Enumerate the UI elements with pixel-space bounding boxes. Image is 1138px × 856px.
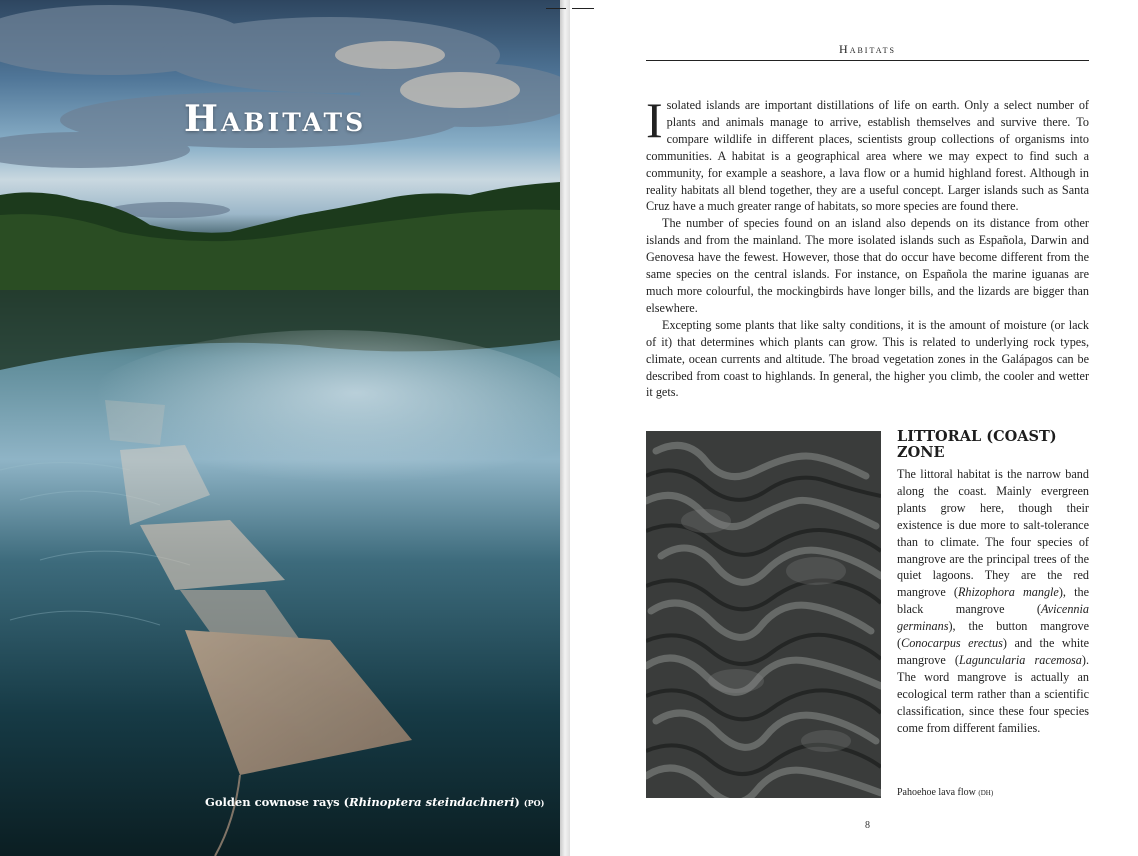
section-text-run: ) and the white mangrove ( xyxy=(897,636,1090,667)
section-text-run: ), the black mangrove ( xyxy=(897,585,1089,617)
crop-mark xyxy=(546,8,566,9)
page-number: 8 xyxy=(865,820,870,831)
section-text-run: The littoral habitat is the narrow band along the coast. Mainly evergreen plants grow here, though their existence is due more to salt-tolerance than to climate. The four species of mangrove are the principal trees of the quiet lagoons. They are the red mangrove ( xyxy=(897,467,1089,600)
body-text xyxy=(646,92,1089,401)
lava-photo xyxy=(646,431,881,798)
caption-species: Rhinoptera steindachneri xyxy=(349,795,515,809)
caption-text: Golden cownose rays ( xyxy=(205,795,350,809)
species-white-mangrove: Laguncularia racemosa xyxy=(958,652,1082,667)
paragraph-text: solated islands are important distillations of life on earth. Only a select number of plants and animals manage to arrive, establish themselves and survive there. To compare wildlife in different places, scientists group collections of organisms into communities. A habitat is a geographical area where we may expect to find such a community, for example a seashore, a lava flow or a humid highland forest. Although in reality habitats all blend together, they are a useful concept. Larger islands such as Santa Cruz have a much greater range of habitats, so more species are found there. xyxy=(646,98,1089,214)
running-header: Habitats xyxy=(839,42,896,56)
book-gutter xyxy=(560,0,570,856)
lava-caption-text: Pahoehoe lava flow xyxy=(897,787,979,798)
chapter-title: Habitats xyxy=(184,98,367,140)
right-page xyxy=(570,0,1138,856)
section-text-run: ). The word mangrove is actually an ecological term rather than a scientific classification, since these four species come from different families. xyxy=(897,652,1089,735)
left-page-photo xyxy=(0,0,560,856)
species-button-mangrove: Conocarpus erectus xyxy=(901,636,1003,651)
lava-photo-credit: (DH) xyxy=(978,789,994,797)
photo-credit: (PO) xyxy=(523,798,545,808)
photo-caption xyxy=(205,795,544,809)
section-text-run: ), the button mangrove ( xyxy=(897,619,1089,651)
lava-photo-caption xyxy=(897,787,993,798)
section-text xyxy=(897,466,1089,737)
drop-cap: I xyxy=(646,92,663,148)
pahoehoe-lava-image xyxy=(646,431,881,798)
species-black-mangrove: Avicennia germinans xyxy=(897,602,1089,634)
species-red-mangrove: Rhizophora mangle xyxy=(957,585,1059,600)
caption-text-end: ) xyxy=(514,795,524,809)
paragraph: The number of species found on an island also depends on its distance from other islands and from the mainland. The more isolated islands such as Española, Darwin and Genovesa have the fewest. However, those that do occur have become different from the same species on the central islands. For instance, on Española the marine iguanas are much more colourful, the mockingbirds have longer bills, and the lizards are bigger than elsewhere. xyxy=(646,216,1089,315)
paragraph: Excepting some plants that like salty conditions, it is the amount of moisture (or lack of it) that determines which plants can grow. This is related to underlying rock types, climate, ocean currents and altitude. The broad vegetation zones in the Galápagos can be described from coast to highlands. In general, the higher you climb, the cooler and wetter it gets. xyxy=(646,317,1089,400)
section-heading: LITTORAL (COAST) ZONE xyxy=(897,428,1057,461)
header-rule xyxy=(646,60,1089,61)
paragraph xyxy=(646,92,1089,215)
